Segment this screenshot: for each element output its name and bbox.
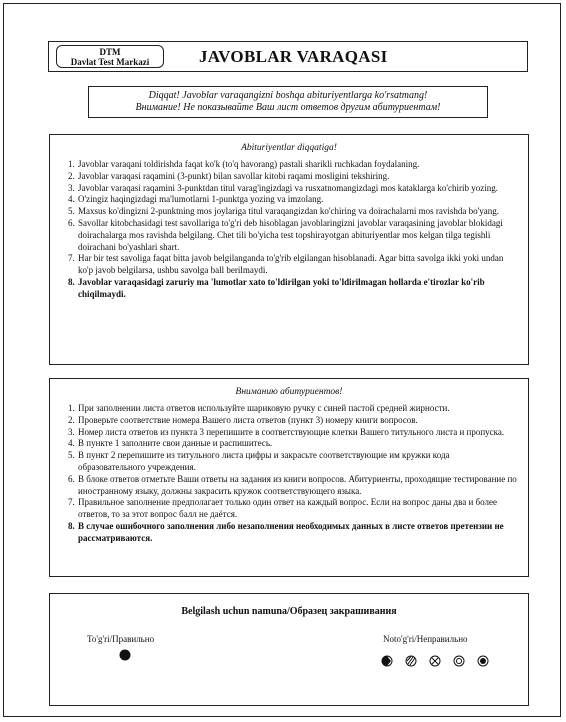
- org-line2: Davlat Test Markazi: [70, 57, 150, 67]
- correct-label: To'g'ri/Правильно: [87, 634, 155, 644]
- org-line1: DTM: [99, 47, 121, 57]
- header: [48, 41, 528, 72]
- dot-circle-icon: [477, 655, 489, 667]
- warning-box: [88, 86, 488, 118]
- warning-uz: Diqqat! Javoblar varaqangizni boshqa abituriyentlarga ko'rsatmang!: [148, 90, 428, 101]
- list-item: 3. Javoblar varaqasi raqamini 3-punktdan titul varag'ingizdagi va rusxatnomangizdagi mos kataklarga ko'chirib yozing.: [77, 183, 518, 195]
- half-filled-circle-icon: [381, 655, 393, 667]
- list-item: 1. При заполнении листа ответов используйте шариковую ручку с синей пастой средней жирности.: [77, 403, 518, 415]
- instructions-uz-title: Abituriyentlar diqqatiga!: [241, 143, 337, 153]
- ring-circle-icon: [453, 655, 465, 667]
- list-item: 7. Правильное заполнение предполагает только один ответ на каждый вопрос. Если на вопрос даны два и более ответов, то за этот вопрос балл не даётся.: [77, 497, 518, 521]
- instructions-uz-list: [50, 159, 528, 301]
- crossed-circle-icon: [429, 655, 441, 667]
- list-item: 2. Проверьте соответствие номера Вашего листа ответов (пункт 3) номеру книги вопросов.: [77, 415, 518, 427]
- list-item: 4. O'zingiz haqingizdagi ma'lumotlarni 1-punktga yozing va imzolang.: [77, 194, 518, 206]
- list-item: 8. В случае ошибочного заполнения либо незаполнения необходимых данных в листе ответов претензии не рассматриваются.: [77, 521, 518, 545]
- list-item: 1. Javoblar varaqani toldirishda faqat ko'k (to'q havorang) pastali sharikli ruchkadan foydalaning.: [77, 159, 518, 171]
- hatched-circle-icon: [405, 655, 417, 667]
- instructions-uz: [49, 134, 529, 365]
- list-item: 4. В пункте 1 заполните свои данные и распишитесь.: [77, 438, 518, 450]
- instructions-ru: [49, 378, 529, 577]
- page-title: JAVOBLAR VARAQASI: [199, 47, 388, 66]
- list-item: 3. Номер листа ответов из пункта 3 перепишите в соответствующие клетки Вашего титульного листа и пропуска.: [77, 427, 518, 439]
- filled-circle-icon: [118, 648, 132, 662]
- warning-ru: Внимание! Не показывайте Ваш лист ответов другим абитуриентам!: [135, 102, 441, 113]
- wrong-label: Noto'g'ri/Неправильно: [383, 634, 468, 644]
- list-item: 5. В пункт 2 перепишите из титульного листа цифры и закрасьте соответствующие им кружки кода образовательного учреждения.: [77, 450, 518, 474]
- list-item: 2. Javoblar varaqasi raqamini (3-punkt) bilan savollar kitobi raqami mosligini tekshiring.: [77, 171, 518, 183]
- instructions-ru-title: Вниманию абитуриентов!: [235, 387, 343, 397]
- instructions-ru-list: [50, 403, 528, 545]
- list-item: 7. Har bir test savoliga faqat bitta javob belgilanganda to'g'rib elgilangan hisoblanadi. Agar bitta savolga ikki yoki undan ko'p javob belgilarsa, ushbu savolga ball berilmaydi.: [77, 253, 518, 277]
- sample-box: [49, 593, 529, 706]
- list-item: 6. В блоке ответов отметьте Ваши ответы на задания из книги вопросов. Абитуриенты, проходящие тестирование по иностранному языку, должны закрасить кружок соответствующего языка.: [77, 474, 518, 498]
- list-item: 8. Javoblar varaqasidagi zaruriy ma 'lumotlar xato to'ldirilgan yoki to'ldirilmagan hollarda e'tirozlar ko'rib chiqilmaydi.: [77, 277, 518, 301]
- org-badge: [56, 45, 164, 68]
- sample-title: Belgilash uchun namuna/Образец закрашивания: [181, 606, 397, 617]
- list-item: 5. Maxsus ko'dingizni 2-punktning mos joylariga titul varaqangizdan ko'chiring va doirachalarni mos ravishda bo'yang.: [77, 206, 518, 218]
- list-item: 6. Savollar kitobchasidagi test savollariga to'g'ri deb hisoblagan javoblaringizni javoblar varaqasining javoblar blokidagi doirachalarga mos ravishda belgilang. Chet tili bo'yicha test topshirayotgan abituriyentlar mos kelgan tilga tegishli doirachani bo'yashlari shart.: [77, 218, 518, 253]
